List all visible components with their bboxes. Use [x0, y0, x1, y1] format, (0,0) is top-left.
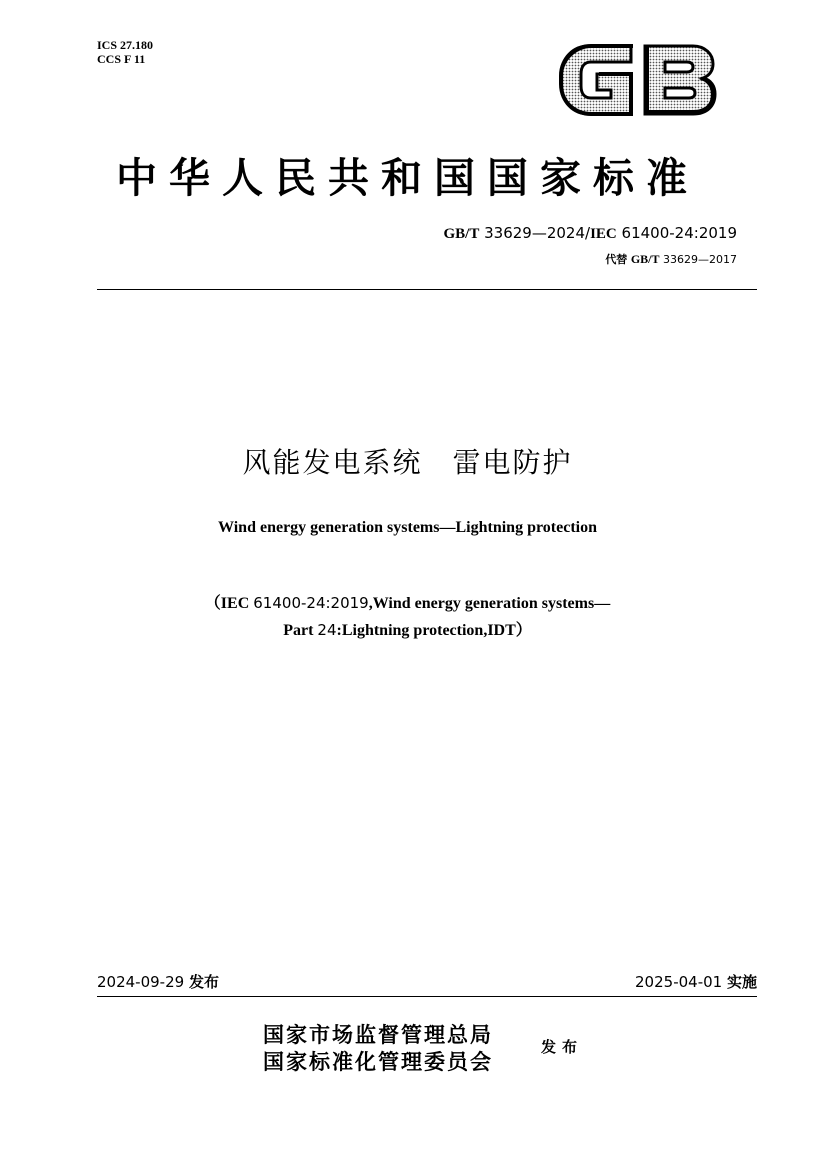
implement-date-label: 实施: [726, 973, 757, 991]
iec-code: 61400-24:2019: [621, 224, 737, 242]
issuer-samr: 国家市场监督管理总局: [263, 1022, 493, 1047]
replaces-label: 代替: [605, 253, 628, 266]
iec-reference-line2: Part 24:Lightning protection,IDT）: [283, 621, 532, 639]
gb-logo: [553, 40, 721, 120]
ics-code: ICS 27.180: [97, 38, 154, 52]
title-english: Wind energy generation systems—Lightning protection: [218, 519, 597, 536]
standard-prefix: GB/T: [443, 226, 480, 242]
title-chinese: 风能发电系统 雷电防护: [242, 446, 573, 479]
standard-type-title: 中华人民共和国国家标准: [116, 154, 699, 202]
issuing-authorities: [263, 1021, 493, 1075]
classification-codes: [97, 38, 153, 66]
implement-date-value: 2025-04-01: [635, 973, 723, 991]
standard-number: [443, 224, 737, 243]
header-divider: [97, 289, 757, 290]
implement-date: [635, 972, 757, 992]
iec-reference-line1: （IEC 61400-24:2019,Wind energy generation systems—: [204, 594, 611, 612]
replaces-line: [605, 252, 737, 267]
replaces-prefix: GB/T: [630, 252, 660, 266]
replaces-code: 33629—2017: [663, 253, 737, 266]
issue-label: 发布: [541, 1038, 584, 1056]
issue-date-value: 2024-09-29: [97, 973, 185, 991]
issue-date-label: 发布: [188, 973, 219, 991]
footer-divider: [97, 996, 757, 997]
iec-prefix: IEC: [590, 226, 617, 242]
issuer-sac: 国家标准化管理委员会: [263, 1049, 493, 1074]
ccs-code: CCS F 11: [97, 52, 146, 66]
iec-reference: [0, 590, 815, 644]
standard-code: 33629—2024/: [484, 224, 591, 242]
issue-date: [97, 972, 219, 992]
